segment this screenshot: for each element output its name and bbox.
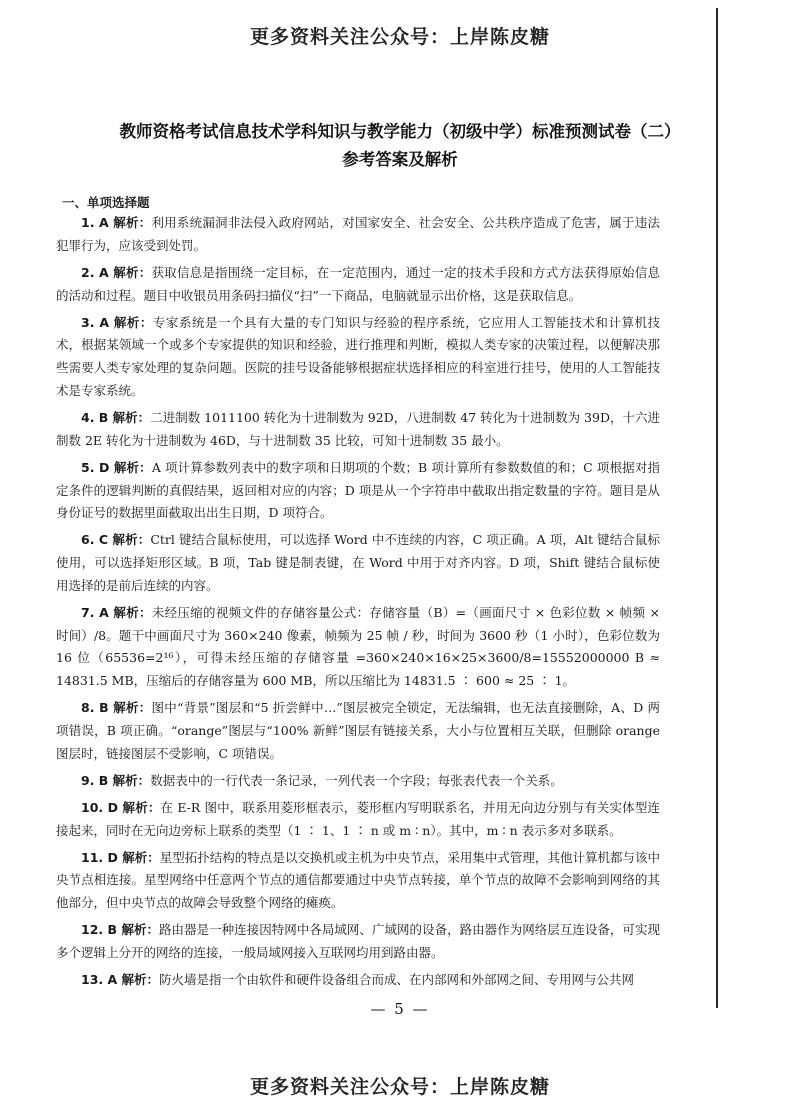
answer-text: 获取信息是指围绕一定目标，在一定范围内，通过一定的技术手段和方式方法获得原始信息的活动和过程。题目中收银员用条码扫描仪“扫”一下商品，电脑就显示出价格，这是获取信息。 [56,264,660,303]
answer-item [56,212,660,258]
answer-number: 5. D [81,459,110,475]
answer-item [56,602,660,693]
answer-label: 解析： [117,849,160,865]
answer-item [56,312,660,403]
answer-number: 11. D [81,849,118,865]
answer-text: 数据表中的一行代表一条记录，一列代表一个字段；每张表代表一个关系。 [150,772,563,788]
answer-label: 解析： [108,700,152,716]
answer-number: 13. A [81,971,118,987]
answer-number: 1. A [81,215,109,230]
answer-item [56,770,660,793]
answer-text: 防火墙是指一个由软件和硬件设备组合而成、在内部网和外部网之间、专用网与公共网 [159,971,635,987]
answer-item [56,919,660,965]
answer-number: 6. C [81,532,109,548]
answer-text: 利用系统漏洞非法侵入政府网站，对国家安全、社会安全、公共秩序造成了危害，属于违法犯罪行为，应该受到处罚。 [56,215,660,253]
answer-text: 二进制数 1011100 转化为十进制数为 92D，八进制数 47 转化为十进制数为 39D，十六进制数 2E 转化为十进制数为 46D，与十进制数 35 比较，可知十进制数 35 最小。 [56,409,660,448]
answer-item [56,847,660,915]
document-subtitle: 参考答案及解析 [342,150,458,169]
answer-item [56,407,660,453]
answer-number: 3. A [81,314,109,330]
answer-item [56,529,660,597]
answer-item [56,697,660,765]
answer-label: 解析： [109,314,153,330]
watermark-banner-top: 更多资料关注公众号：上岸陈皮糖 [249,26,550,48]
answer-text: 未经压缩的视频文件的存储容量公式：存储容量（B）=（画面尺寸 × 色彩位数 × 帧频 × 时间）/8。题干中画面尺寸为 360×240 像素，帧频为 25 帧 / 秒，时间为 3600 秒（1 小时），色彩位数为 16 位（65536=2¹⁶），可得未经压缩的存储容量 =360×240×16×25×3600/8=15552000000 B ≈ 14831.5 MB，压缩后的存储容量为 600 MB，所以压缩比为 14831.5 ∶ 600 ≈ 25 ∶ 1。 [56,604,660,689]
answer-text: Ctrl 键结合鼠标使用，可以选择 Word 中不连续的内容，C 项正确。A 项，Alt 键结合鼠标使用，可以选择矩形区域。B 项，Tab 键是制表键，在 Word 中用于对齐内容。D 项，Shift 键结合鼠标使用选择的是前后连续的内容。 [56,532,660,593]
answer-label: 解析： [108,772,151,788]
answer-text: 在 E-R 图中，联系用菱形框表示，菱形框内写明联系名，并用无向边分别与有关实体型连接起来，同时在无向边旁标上联系的类型（1 ∶ 1、1 ∶ n 或 m ∶ n）。其中，m ∶ n 表示多对多联系。 [56,799,660,838]
document-title: 教师资格考试信息技术学科知识与教学能力（初级中学）标准预测试卷（二） [119,122,681,141]
answer-text: A 项计算参数列表中的数字项和日期项的个数；B 项计算所有参数数值的和；C 项根据对指定条件的逻辑判断的真假结果，返回相对应的内容；D 项是从一个字符串中截取出指定数量的字符。题目是从身份证号的数据里面截取出出生日期，D 项符合。 [56,459,660,521]
answer-text: 专家系统是一个具有大量的专门知识与经验的程序系统，它应用人工智能技术和计算机技术，根据某领域一个或多个专家提供的知识和经验，进行推理和判断，模拟人类专家的决策过程，以便解决那些需要人类专家处理的复杂问题。医院的挂号设备能够根据症状选择相应的科室进行挂号，使用的人工智能技术是专家系统。 [56,314,660,398]
answer-item [56,457,660,525]
answer-label: 解析： [117,971,160,987]
answer-number: 9. B [81,772,109,788]
answer-label: 解析： [108,604,152,620]
answer-number: 10. D [81,799,119,815]
watermark-banner-bottom: 更多资料关注公众号：上岸陈皮糖 [249,1076,550,1098]
answer-list [56,212,660,996]
answer-text: 图中“背景”图层和“5 折尝鲜中…”图层被完全锁定，无法编辑，也无法直接删除，A、D 两项错误，B 项正确。“orange”图层与“100% 新鲜”图层有链接关系，大小与位置相互关联，但删除 orange 图层时，链接图层不受影响，C 项错误。 [56,700,660,761]
answer-number: 4. B [81,409,109,425]
answer-label: 解析： [117,922,160,938]
answer-number: 8. B [81,700,109,716]
answer-label: 解析： [118,799,161,815]
section-heading: 一、单项选择题 [62,195,150,210]
answer-label: 解析： [109,459,152,475]
answer-label: 解析： [108,409,151,425]
page-number: — 5 — [370,1000,430,1018]
answer-item [56,969,660,992]
answer-label: 解析： [108,215,152,230]
answer-text: 星型拓扑结构的特点是以交换机或主机为中央节点，采用集中式管理，其他计算机都与该中央节点相连接。星型网络中任意两个节点的通信都要通过中央节点转接，单个节点的故障不会影响到网络的其他部分，但中央节点的故障会导致整个网络的瘫痪。 [56,849,660,911]
answer-number: 2. A [81,264,109,280]
answer-label: 解析： [108,532,151,548]
answer-item [56,797,660,843]
answer-number: 12. B [81,922,118,938]
answer-text: 路由器是一种连接因特网中各局域网、广域网的设备，路由器作为网络层互连设备，可实现多个逻辑上分开的网络的连接，一般局域网接入互联网均用到路由器。 [56,922,660,960]
answer-item [56,262,660,308]
answer-label: 解析： [108,264,152,280]
answer-number: 7. A [81,604,109,620]
